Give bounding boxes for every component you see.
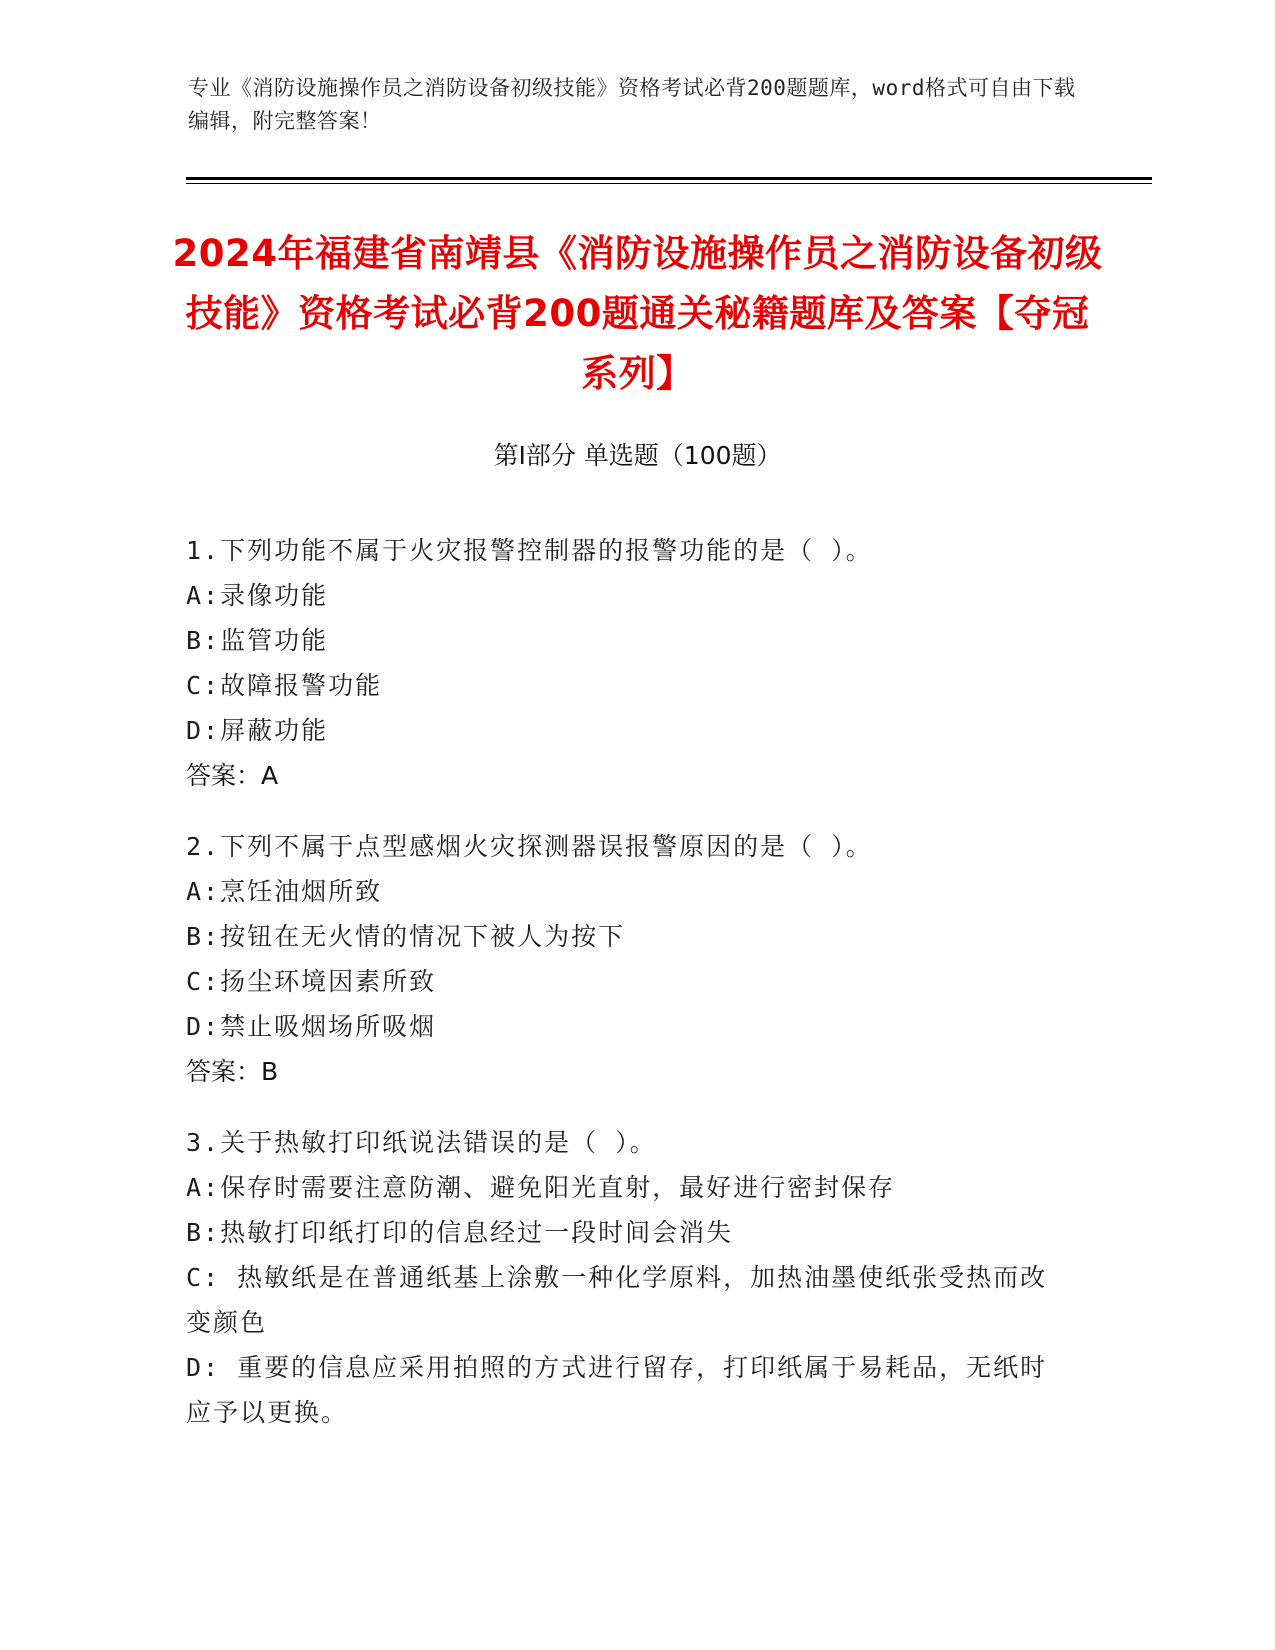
option-a xyxy=(186,869,1066,914)
answer-line: 答案：B xyxy=(186,1057,279,1086)
option-text: 热敏打印纸打印的信息经过一段时间会消失 xyxy=(220,1218,734,1247)
option-key: C: xyxy=(186,671,221,700)
option-text: 烹饪油烟所致 xyxy=(220,877,383,906)
header-rule-thick xyxy=(186,177,1152,180)
option-text: 录像功能 xyxy=(220,581,329,610)
option-text: 扬尘环境因素所致 xyxy=(220,967,437,996)
option-text: 重要的信息应采用拍照的方式进行留存，打印纸属于易耗品，无纸时应予以更换。 xyxy=(186,1353,1048,1427)
option-key: D: xyxy=(186,1353,221,1382)
header-rule-thin xyxy=(186,183,1152,184)
option-text: 按钮在无火情的情况下被人为按下 xyxy=(220,922,626,951)
option-d xyxy=(186,1004,1066,1049)
option-b xyxy=(186,618,1066,663)
question-stem: 3.关于热敏打印纸说法错误的是（ ）。 xyxy=(186,1128,657,1157)
option-c xyxy=(186,1255,1066,1345)
option-key: A: xyxy=(186,877,221,906)
option-text: 禁止吸烟场所吸烟 xyxy=(220,1012,437,1041)
option-key: D: xyxy=(186,1012,221,1041)
document-title: 2024年福建省南靖县《消防设施操作员之消防设备初级技能》资格考试必背200题通关秘籍题库及答案【夺冠系列】 xyxy=(172,232,1103,395)
option-c xyxy=(186,959,1066,1004)
option-key: A: xyxy=(186,581,221,610)
option-text: 热敏纸是在普通纸基上涂敷一种化学原料，加热油墨使纸张受热而改变颜色 xyxy=(186,1263,1048,1337)
option-a xyxy=(186,1165,1066,1210)
question-1 xyxy=(186,528,1066,798)
option-a xyxy=(186,573,1066,618)
option-text: 故障报警功能 xyxy=(220,671,383,700)
question-3 xyxy=(186,1120,1066,1435)
option-key: C: xyxy=(186,967,221,996)
option-text: 屏蔽功能 xyxy=(220,716,329,745)
header-note: 专业《消防设施操作员之消防设备初级技能》资格考试必背200题题库，word格式可自由下载编辑，附完整答案！ xyxy=(188,76,1076,133)
option-key: B: xyxy=(186,1218,221,1247)
question-stem: 2.下列不属于点型感烟火灾探测器误报警原因的是（ ）。 xyxy=(186,832,873,861)
question-list xyxy=(186,528,1066,1461)
option-d xyxy=(186,708,1066,753)
option-d xyxy=(186,1345,1066,1435)
option-key: B: xyxy=(186,626,221,655)
option-c xyxy=(186,663,1066,708)
option-key: D: xyxy=(186,716,221,745)
answer-line: 答案：A xyxy=(186,761,279,790)
question-2 xyxy=(186,824,1066,1094)
option-key: B: xyxy=(186,922,221,951)
option-b xyxy=(186,914,1066,959)
question-stem: 1.下列功能不属于火灾报警控制器的报警功能的是（ ）。 xyxy=(186,536,873,565)
option-key: A: xyxy=(186,1173,221,1202)
option-text: 监管功能 xyxy=(220,626,329,655)
option-b xyxy=(186,1210,1066,1255)
option-text: 保存时需要注意防潮、避免阳光直射，最好进行密封保存 xyxy=(220,1173,896,1202)
section-heading: 第I部分 单选题（100题） xyxy=(493,441,782,470)
option-key: C: xyxy=(186,1263,221,1292)
